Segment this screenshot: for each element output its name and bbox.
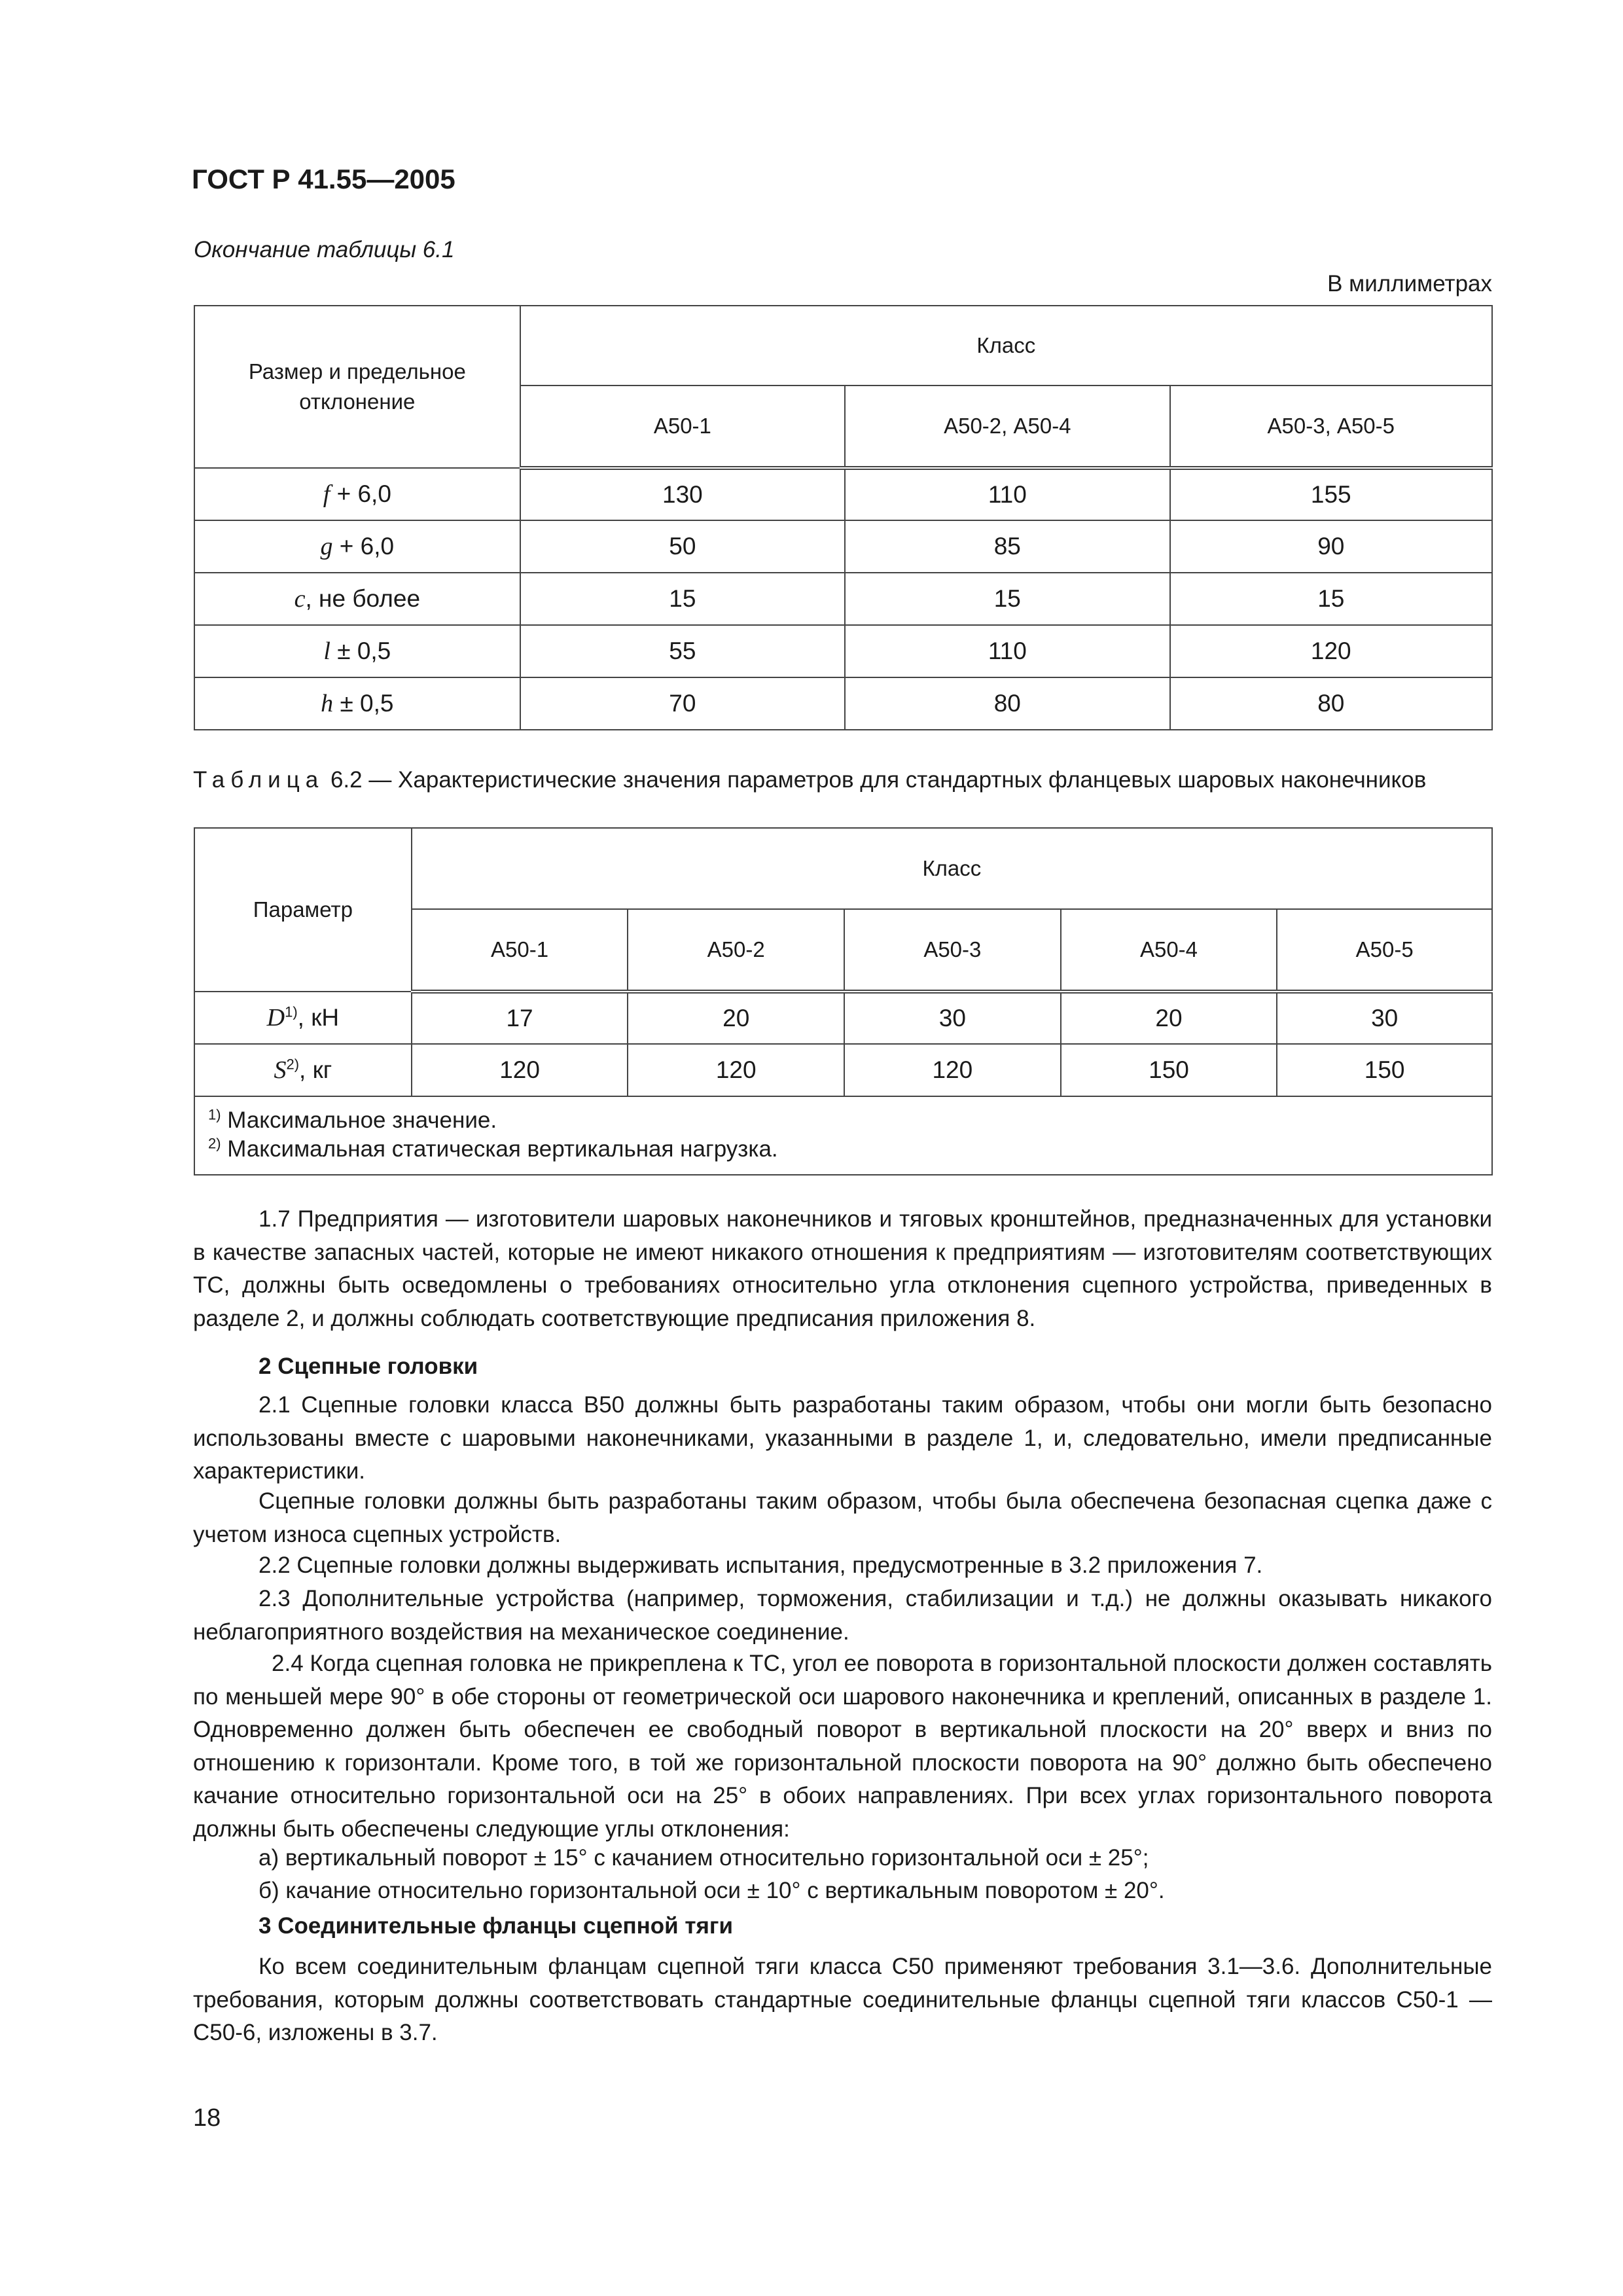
table-cell: 110	[845, 468, 1169, 520]
class-col-3: А50-3, А50-5	[1170, 386, 1492, 468]
class-col-1: А50-1	[520, 386, 845, 468]
table-cell: 150	[1061, 1044, 1277, 1096]
table-cell: 70	[520, 677, 845, 730]
table-cell: 120	[1170, 625, 1492, 677]
table-cell: 15	[845, 573, 1169, 625]
paragraph-2-3: 2.3 Дополнительные устройства (например, торможения, стабилизации и т.д.) не должны оказывать никакого неблагоприятного воздействия на механическое соединение.	[193, 1586, 1492, 1645]
table-cell: 30	[844, 992, 1061, 1044]
table-footnotes	[194, 1096, 1492, 1175]
units-label: В миллиметрах	[1327, 271, 1492, 296]
table-cell: 150	[1277, 1044, 1492, 1096]
document-code-header: ГОСТ Р 41.55—2005	[192, 164, 455, 194]
table-cell: 85	[845, 520, 1169, 573]
class-col-3: А50-3	[844, 909, 1061, 992]
class-col-4: А50-4	[1061, 909, 1277, 992]
row-label: c, не более	[194, 573, 520, 625]
section-2-heading: 2 Сцепные головки	[259, 1354, 478, 1379]
paragraph-2-2: 2.2 Сцепные головки должны выдерживать испытания, предусмотренные в 3.2 приложения 7.	[259, 1552, 1263, 1578]
paragraph-2-1-b: Сцепные головки должны быть разработаны таким образом, чтобы была обеспечена безопасная сцепка даже с учетом износа сцепных устройств.	[193, 1488, 1492, 1547]
column-header-parameter: Параметр	[194, 828, 412, 992]
page-number: 18	[193, 2104, 221, 2132]
table-6-2	[194, 827, 1493, 1175]
class-header: Класс	[412, 828, 1492, 909]
table-cell: 155	[1170, 468, 1492, 520]
paragraph-1-7: 1.7 Предприятия — изготовители шаровых наконечников и тяговых кронштейнов, предназначенных для установки в качестве запасных частей, которые не имеют никакого отношения к предприятиям — изготовителям соответствующих ТС, должны быть осведомлены о требованиях относительно угла отклонения сцепного устройства, приведенных в разделе 2, и должны соблюдать соответствующие предписания приложения 8.	[193, 1206, 1492, 1331]
table-cell: 80	[845, 677, 1169, 730]
table-row	[194, 625, 1492, 677]
footnote-2: $^{2)}$ Максимальная статическая вертикальная нагрузка.	[208, 1135, 778, 1162]
table-cell: 80	[1170, 677, 1492, 730]
class-header: Класс	[520, 306, 1492, 386]
table-cell: 120	[412, 1044, 628, 1096]
table-cell: 90	[1170, 520, 1492, 573]
paragraph-3: Ко всем соединительным фланцам сцепной тяги класса С50 применяют требования 3.1—3.6. Дополнительные требования, которым должны соответствовать стандартные соединительные фланцы сцепной тяги классов С50-1 — С50-6, изложены в 3.7.	[193, 1954, 1492, 2045]
table-continuation-caption: Окончание таблицы 6.1	[194, 237, 455, 262]
table-cell: 120	[628, 1044, 844, 1096]
class-col-2: А50-2, А50-4	[845, 386, 1169, 468]
table-row	[194, 992, 1492, 1044]
table-cell: 20	[628, 992, 844, 1044]
class-col-1: А50-1	[412, 909, 628, 992]
table-cell: 55	[520, 625, 845, 677]
table-cell: 15	[520, 573, 845, 625]
table-cell: 50	[520, 520, 845, 573]
row-label: h ± 0,5	[194, 677, 520, 730]
paragraph-2-4: 2.4 Когда сцепная головка не прикреплена к ТС, угол ее поворота в горизонтальной плоскости должен составлять по меньшей мере 90° в обе стороны от геометрической оси шарового наконечника и креплений, описанных в разделе 1. Одновременно должен быть обеспечен ее свободный поворот в вертикальной плоскости на 20° вверх и вниз по отношению к горизонтали. Кроме того, в той же горизонтальной плоскости поворота на 90° должно быть обеспечено качание относительно горизонтальной оси на 25° в обоих направлениях. При всех углах горизонтального поворота должны быть обеспечены следующие углы отклонения:	[193, 1651, 1492, 1842]
row-label: f + 6,0	[194, 468, 520, 520]
table-row	[194, 520, 1492, 573]
column-header-size: Размер и предельное отклонение	[194, 306, 520, 468]
table-row	[194, 1044, 1492, 1096]
footnote-1: $^{1)}$ Максимальное значение.	[208, 1106, 497, 1133]
table-cell: 15	[1170, 573, 1492, 625]
table-row	[194, 468, 1492, 520]
row-label: $D^{1)}$, кН	[194, 992, 412, 1044]
table-cell: 110	[845, 625, 1169, 677]
table-row	[194, 677, 1492, 730]
table-cell: 130	[520, 468, 845, 520]
row-label: g + 6,0	[194, 520, 520, 573]
section-3-heading: 3 Соединительные фланцы сцепной тяги	[259, 1913, 734, 1939]
table-cell: 30	[1277, 992, 1492, 1044]
class-col-2: А50-2	[628, 909, 844, 992]
table-6-2-title: Таблица 6.2 — Характеристические значения параметров для стандартных фланцевых шаровых наконечников	[193, 767, 1427, 793]
list-item-b: б) качание относительно горизонтальной оси ± 10° с вертикальным поворотом ± 20°.	[259, 1878, 1165, 1903]
table-cell: 17	[412, 992, 628, 1044]
table-cell: 120	[844, 1044, 1061, 1096]
class-col-5: А50-5	[1277, 909, 1492, 992]
table-6-1	[194, 305, 1493, 730]
list-item-a: а) вертикальный поворот ± 15° с качанием относительно горизонтальной оси ± 25°;	[259, 1845, 1149, 1871]
paragraph-2-1: 2.1 Сцепные головки класса В50 должны быть разработаны таким образом, чтобы они могли быть безопасно использованы вместе с шаровыми наконечниками, указанными в разделе 1, и, следовательно, имели предписанные характеристики.	[193, 1392, 1492, 1484]
table-cell: 20	[1061, 992, 1277, 1044]
row-label: $S^{2)}$, кг	[194, 1044, 412, 1096]
row-label: l ± 0,5	[194, 625, 520, 677]
table-row	[194, 573, 1492, 625]
